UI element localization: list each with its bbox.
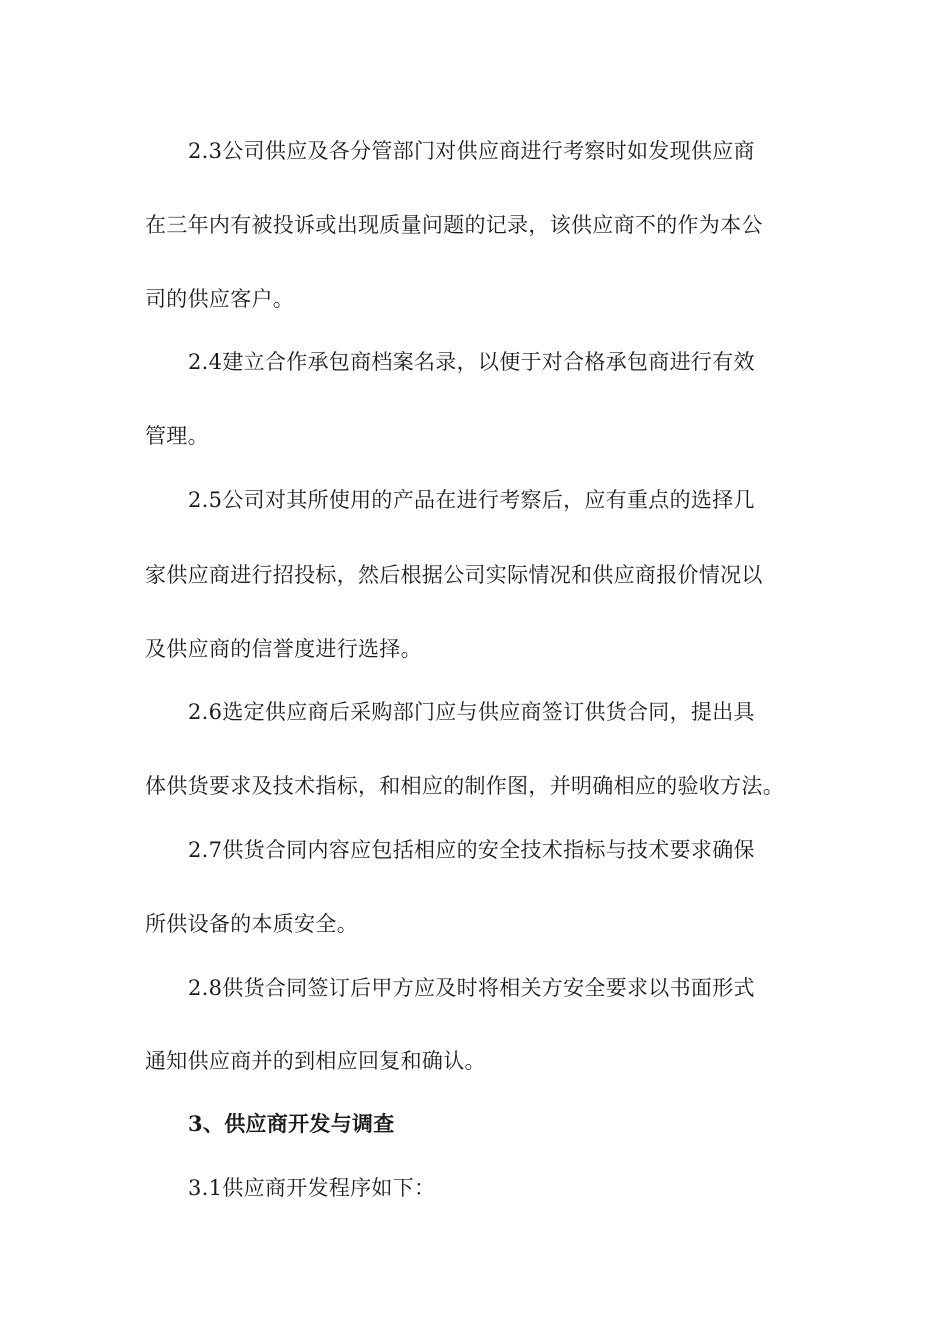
paragraph-2-5-line-3: 及供应商的信誉度进行选择。 [145, 637, 422, 661]
paragraph-2-5-line-1: 2.5公司对其所使用的产品在进行考察后，应有重点的选择几 [188, 488, 755, 512]
paragraph-2-8-line-2: 通知供应商并的到相应回复和确认。 [145, 1049, 486, 1073]
paragraph-2-4-line-2: 管理。 [145, 424, 209, 448]
paragraph-2-6-line-2: 体供货要求及技术指标，和相应的制作图，并明确相应的验收方法。 [145, 774, 784, 798]
paragraph-2-6-line-1: 2.6选定供应商后采购部门应与供应商签订供货合同，提出具 [188, 700, 755, 724]
paragraph-2-3-line-2: 在三年内有被投诉或出现质量问题的记录，该供应商不的作为本公 [145, 213, 763, 237]
paragraph-2-4-line-1: 2.4建立合作承包商档案名录，以便于对合格承包商进行有效 [188, 350, 755, 374]
paragraph-2-8-line-1: 2.8供货合同签订后甲方应及时将相关方安全要求以书面形式 [188, 976, 755, 1000]
section-heading-3: 3、供应商开发与调查 [188, 1111, 395, 1136]
paragraph-2-3-line-3: 司的供应客户。 [145, 287, 295, 311]
paragraph-2-7-line-2: 所供设备的本质安全。 [145, 912, 358, 936]
paragraph-3-1-line-1: 3.1供应商开发程序如下： [188, 1176, 436, 1200]
paragraph-2-7-line-1: 2.7供货合同内容应包括相应的安全技术指标与技术要求确保 [188, 838, 755, 862]
paragraph-2-5-line-2: 家供应商进行招投标，然后根据公司实际情况和供应商报价情况以 [145, 563, 763, 587]
paragraph-2-3-line-1: 2.3公司供应及各分管部门对供应商进行考察时如发现供应商 [188, 139, 755, 163]
